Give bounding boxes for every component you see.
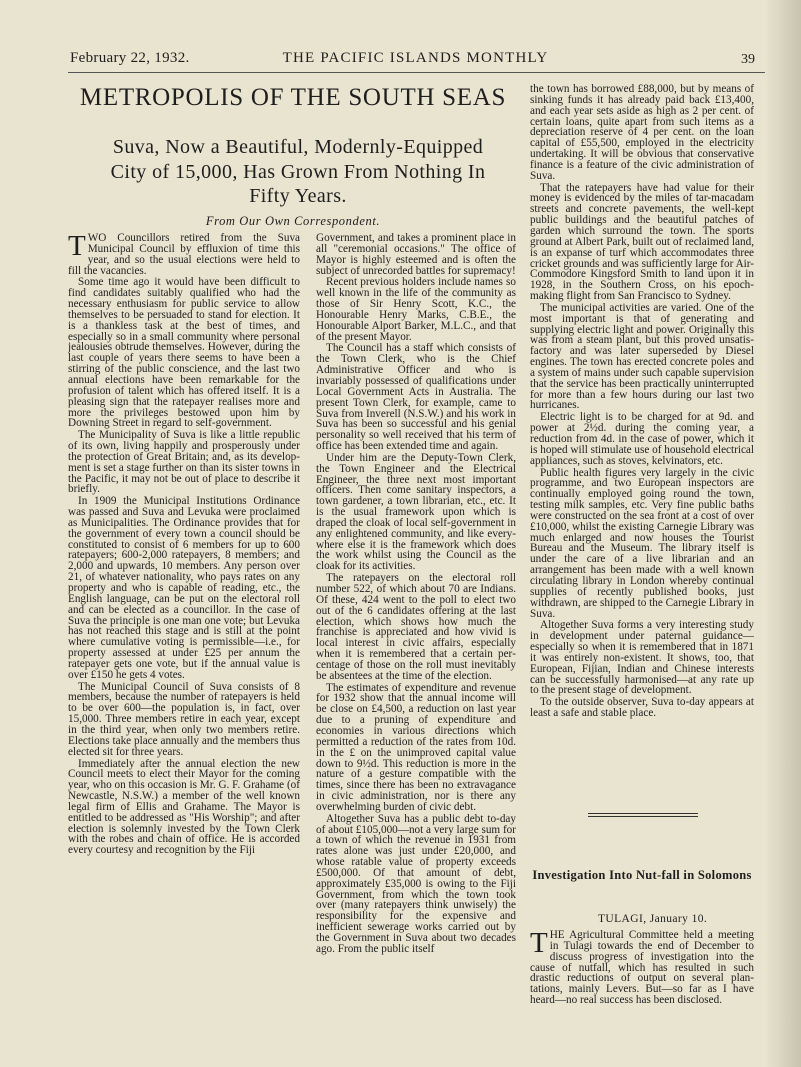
paragraph: The Council has a staff which consists of the Town Clerk, who is the Chief Administrative Officer and who is invariably possessed of qualifications under Local Government Acts in Australia. The present Town Clerk, for example, came to Suva from Inverell (N.S.W.) and his work in Suva has been so successful and his genial personality so well received that his term of office has been extended time and again. <box>316 342 516 453</box>
header-rule <box>68 72 768 73</box>
section-divider <box>588 813 698 814</box>
page-edge-shadow <box>765 0 801 1067</box>
magazine-name: THE PACIFIC ISLANDS MONTHLY <box>282 50 549 66</box>
second-article-title: Investigation Into Nut-fall in Solomons <box>532 868 752 882</box>
paragraph: Altogether Suva forms a very interesting study in development under paternal guidance—especially so when it is remembered that in 1871 it was entirely non-existent. It shows, too, that European, Fijian, Indian and Chinese interests can be successfully harmonised—at any rate up to the present stage of development. <box>530 619 754 697</box>
paragraph: Some time ago it would have been difficult to find candidates suitably qualified who had the necessary enthusiasm for public service to allow themselves to be persuaded to stand for election. It is a thankless task at the best of times, and especially so in a small community where personal jealousies obtrude themselves. However, during the last couple of years there seems to have been a stirring of the public conscience, and the last two annual elections have been remarkable for the profusion of talent which has offered itself. It is a pleasing sign that the ratepayer realises more and more the privileges bestowed upon him by Downing Street in regard to self-government. <box>68 276 300 430</box>
dateline: TULAGI, January 10. <box>598 913 708 925</box>
paragraph: Public health figures very largely in the civic programme, and two European inspectors are continually employed going round the town, testing milk samples, etc. Very fine public baths were constructed on the sea front at a cost of over £10,000, whilst the existing Carnegie Library was much enlarged and now houses the Tourist Bureau and the Museum. The library itself is under the care of a live librarian and an arrangement has been made with a well known circulating library in London whereby continual supplies of recently published books, just withdrawn, are shipped to the Carnegie Library in Suva. <box>530 466 754 620</box>
section-divider <box>588 816 698 817</box>
page-header <box>70 50 761 70</box>
second-article-body <box>530 930 754 1050</box>
paragraph: Electric light is to be charged for at 9d. and power at 2½d. during the coming year, a reduction from 4d. in the case of power, which it is hoped will stimulate use of household electrical appliances, such as stoves, kelvinators, etc. <box>530 411 754 467</box>
drop-cap: T <box>530 930 548 959</box>
paragraph: That the ratepayers have had value for their money is evidenced by the miles of tar-macadam streets and concrete pavements, the well-kept public buildings and the beautiful patches of garden which surround the town. The sports ground at Albert Park, built out of reclaimed land, is an expanse of turf which accommodates three cricket grounds and was sufficiently large for Air-Commodore Kingsford Smith to land upon it in 1928, in the Southern Cross, on his epoch-making flight from San Francisco to Sydney. <box>530 181 754 303</box>
paragraph: The municipal activities are varied. One of the most important is that of generating and supplying electric light and power. Originally this was from a steam plant, but this proved unsatisfactory and was later superseded by Diesel engines. The town has erected concrete poles and a system of mains under such capable supervision that the service has been practically uninterrupted for more than a few hours during our last two hurricanes. <box>530 301 754 412</box>
paragraph: The estimates of expenditure and revenue for 1932 show that the annual income will be close on £4,500, a reduction on last year due to a pruning of expenditure and economies in various directions which permitted a reduction of the rates from 10d. in the £ on the unimproved capital value down to 9½d. This reduction is more in the nature of a gesture compatible with the times, since there has been no extravagance in civic administration, nor is there any overwhelming burden of civic debt. <box>316 681 516 813</box>
paragraph: Recent previous holders include names so well known in the life of the community as those of Sir Henry Scott, K.C., the Honourable Henry Marks, C.B.E., the Honourable Alport Barker, M.L.C., and that of the present Mayor. <box>316 276 516 343</box>
paragraph: The Municipal Council of Suva consists of 8 members, because the number of ratepayers is held to be over 600—the population is, in fact, over 15,000. Three members retire in each year, except in the third year, when only two members retire. Elections take place annually and the members thus elected sit for three years. <box>68 680 300 758</box>
paragraph: Altogether Suva has a public debt to-day of about £105,000—not a very large sum for a town of which the revenue in 1931 from rates alone was just under £20,000, and whose ratable value of property exceeds £500,000. Of that amount of debt, approximately £35,000 is owing to the Fiji Government, from which the town took over (many ratepayers think unwisely) the responsibility for the expensive and inefficient sewerage works carried out by the Government in Suva about two decades ago. From the public itself <box>316 812 516 955</box>
column-2 <box>316 233 516 1048</box>
article-byline: From Our Own Correspondent. <box>205 214 381 228</box>
paragraph: the town has borrowed £88,000, but by means of sinking funds it has already paid back £13,400, and each year sets aside as high as 2 per cent. of certain loans, quite apart from such items as a depreciation reserve of 4 per cent. on the loan capital of £55,500, employed in the electricity undertaking. It will be obvious that conservative finance is a feature of the civic administration of Suva. <box>530 84 754 182</box>
paragraph: Government, and takes a prominent place in all "ceremonial occasions." The office of Mayor is highly esteemed and is often the subject of unrecorded battles for supremacy! <box>316 233 516 277</box>
paragraph: Immediately after the annual election the new Council meets to elect their Mayor for the coming year, who on this occasion is Mr. G. F. Grahame (of Newcastle, N.S.W.) a member of the well known legal firm of Ellis and Grahame. The Mayor is entitled to be addressed as "His Worship"; and after election is solemnly invested by the Town Clerk with the robes and chain of office. He is accorded every courtesy and recognition by the Fiji <box>68 757 300 857</box>
column-3 <box>530 84 754 814</box>
paragraph: To the outside observer, Suva to-day appears at least a safe and stable place. <box>530 696 754 720</box>
article-subtitle: Suva, Now a Beautiful, Modernly-Equipped City of 15,000, Has Grown From Nothing In Fifty Years. <box>110 136 486 207</box>
drop-cap: T <box>68 233 86 262</box>
paragraph: Under him are the Deputy-Town Clerk, the Town Engineer and the Electrical Engineer, the three next most important officers. Then come sanitary inspectors, a town gardener, a town librarian, etc., etc. It is the usual framework upon which is draped the cloak of local self-government in any enlightened community, and like everywhere else it is the framework which does the work whilst using the Council as the cloak for its activities. <box>316 451 516 573</box>
column-1 <box>68 233 300 1048</box>
paragraph: In 1909 the Municipal Institutions Ordinance was passed and Suva and Levuka were proclaimed as Municipalities. The Ordinance provides that for the government of every town a council should be constituted to consist of 6 members for up to 600 ratepayers; 600-2,000 ratepayers, 8 members; and 2,000 and upwards, 10 members. Any person over 21, of whatever nationality, who pays rates on any property and who is capable of reading, etc., the English language, can be put on the electoral roll and can be elected as a councillor. In the case of Suva the principle is one man one vote; but Levuka has not reached this stage and is still at the point where cumulative voting is permissible—i.e., for property assessed at under £25 per annum the ratepayer gets one vote, but if the annual value is over £150 he gets 4 votes. <box>68 495 300 681</box>
paragraph: THE Agricultural Committee held a meeting in Tulagi towards the end of December to discuss progress of investigation into the cause of nutfall, which has resulted in such drastic reductions of output on several plantations, mainly Levers. But—so far as I have heard—no real success has been disclosed. <box>530 930 754 1007</box>
article-title: METROPOLIS OF THE SOUTH SEAS <box>79 84 507 111</box>
paragraph: The Municipality of Suva is like a little republic of its own, living happily and prosperously under the protection of Great Britain; and, as its development is set a stage further on than its sister towns in the Pacific, it may not be out of place to describe it briefly. <box>68 429 300 496</box>
paragraph: TWO Councillors retired from the Suva Municipal Council by effluxion of time this year, and so the usual elections were held to fill the vacancies. <box>68 233 300 277</box>
paragraph: The ratepayers on the electoral roll number 522, of which about 70 are Indians. Of these, 424 went to the poll to elect two out of the 6 candidates offering at the last election, which shows how much the franchise is appreciated and how vivid is local interest in civic affairs, especially when it is remembered that a certain percentage of those on the roll must inevitably be absentees at the time of the election. <box>316 572 516 682</box>
issue-date: February 22, 1932. <box>70 50 190 66</box>
page-number: 39 <box>741 52 755 67</box>
